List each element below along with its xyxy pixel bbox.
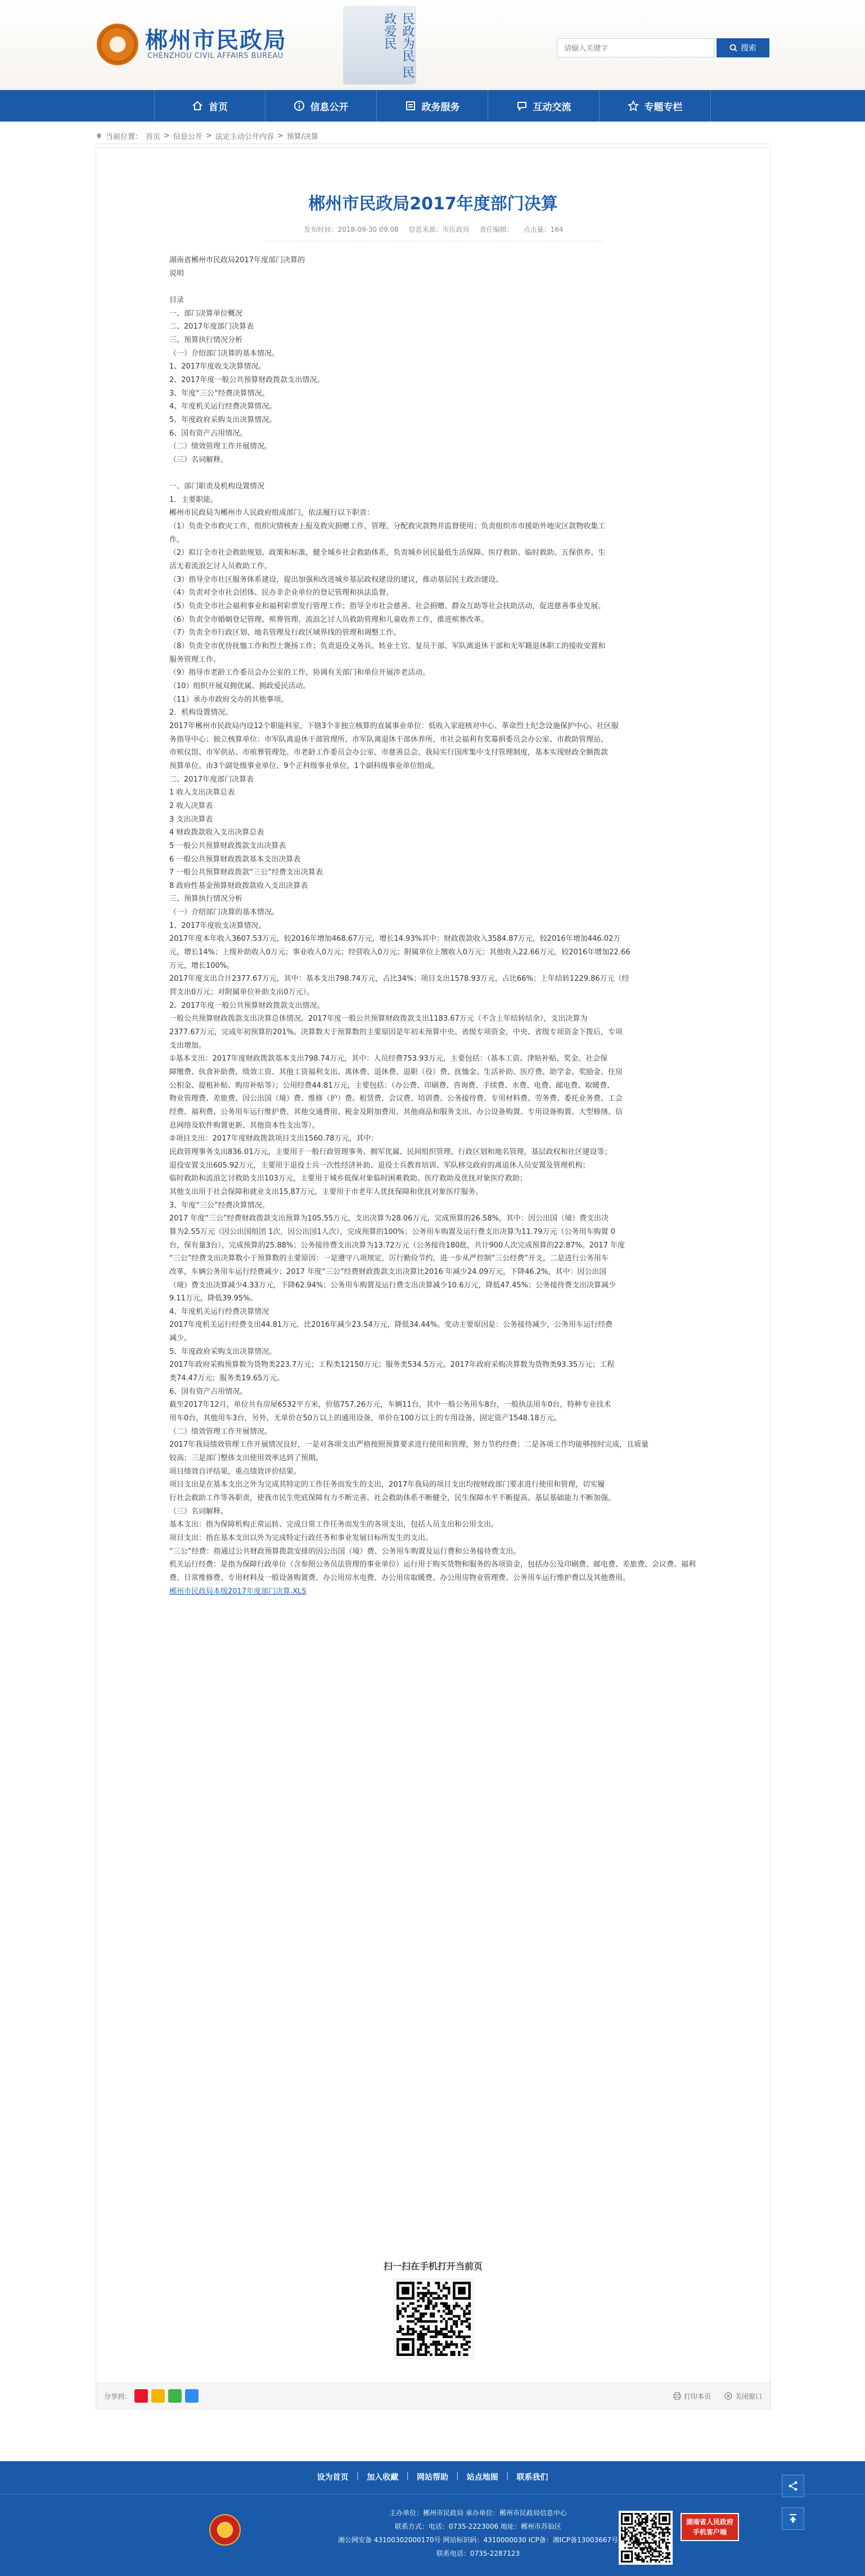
article-paragraph: 2377.67万元，完成年初预算的201%。决算数大于预算数的主要原因是年初未预算中央、省级专项资金，中央、省级专项资金下拨后，专项 <box>169 1028 623 1037</box>
site-name[interactable]: 郴州市民政局 <box>145 28 287 53</box>
article-paragraph: 市殡仪馆、市军供站、市殡葬管理处、市老龄工作委员会办公室、市慈善总会。我局实行国库集中支付管理制度，基本实现财政全额拨款 <box>169 748 609 757</box>
article-paragraph: 支出增加。 <box>169 1041 206 1050</box>
article-paragraph: 9.11万元，降低39.95%。 <box>169 1294 258 1303</box>
article-paragraph: 项目支出是在基本支出之外为完成其特定的工作任务而发生的支出，2017年我局的项目支出均按财政部门要求进行使用和管理，切实履 <box>169 1480 605 1489</box>
article-paragraph: 机关运行经费：是指为保障行政单位（含参照公务员法管理的事业单位）运行用于购买货物和服务的各项资金，包括办公及印刷费、邮电费、差旅费、会议费、福利费、日常维修费、专用材料及一般设备购置费、办公用房水电费、办公用房取暖费、办公用房物业管理费、公务用车运行维护费以及其他费用。 <box>169 1560 696 1582</box>
info-icon <box>294 100 305 111</box>
article-paragraph: 2、2017年度一般公共预算财政拨款支出情况。 <box>169 375 325 384</box>
publish-time: 发布时间：2018-09-30 09:08 <box>304 226 399 234</box>
article-paragraph: 2017年度机关运行经费支出44.81万元，比2016年减少23.54万元，降低34.44%。变动主要原因是：公务接待减少，公务用车运行经费 <box>169 1321 613 1330</box>
search-input[interactable] <box>557 38 714 57</box>
article-paragraph: 1、2017年度收支决算情况。 <box>169 362 266 371</box>
topic-icon <box>628 100 639 111</box>
article-paragraph <box>169 280 698 294</box>
print-icon <box>673 2392 681 2400</box>
article-paragraph: （1）负责全市救灾工作，组织灾情核查上报及救灾捐赠工作，管理、分配救灾款物并监督使用；负责组织市市援助外地灾区款物收集工 <box>169 522 606 531</box>
breadcrumb <box>96 128 771 144</box>
main-nav <box>0 90 865 122</box>
home-icon <box>192 100 203 111</box>
article-paragraph: 3、年度“三公”经费决算情况。 <box>169 389 269 398</box>
footer-link-separator: | <box>456 2471 459 2480</box>
share-wechat-icon[interactable] <box>168 2389 182 2403</box>
article-paragraph: 7 一般公共预算财政拨款“三公”经费支出决算表 <box>169 868 323 877</box>
breadcrumb-separator: > <box>205 132 212 140</box>
back-to-top-button[interactable] <box>782 2507 804 2530</box>
article-paragraph: （10）组织开展双拥优属、拥政爱民活动。 <box>169 681 310 690</box>
article-paragraph: 一、部门决算单位概况 <box>169 309 243 318</box>
footer-info-line: 主办单位：郴州市民政局 承办单位：郴州市民政局信息中心 <box>389 2509 567 2517</box>
nav-item-info[interactable] <box>265 90 377 122</box>
nav-item-topic[interactable] <box>600 90 711 122</box>
article-paragraph: 较高；三是部门整体支出使用效率达到了预期。 <box>169 1454 323 1463</box>
article-paragraph: （三）名词解释。 <box>169 455 228 464</box>
article-paragraph: 2017年度本年收入3607.53万元，较2016年增加468.67万元，增长14.93%其中：财政拨款收入3584.87万元，较2016年增加446.02万 <box>169 935 621 944</box>
article-container <box>96 147 771 2395</box>
article-body <box>169 254 698 1598</box>
article-paragraph: （境）费支出决算减少4.33万元，下降62.94%；公务用车购置及运行费支出决算减少10.6万元，降低47.45%；公务接待费支出决算减少 <box>169 1281 616 1290</box>
footer-links <box>0 2471 865 2483</box>
article-paragraph: 预算单位。由3个副处级事业单位、9个正科级事业单位，1个副科级事业单位组成。 <box>169 761 439 770</box>
article-paragraph: （二）绩效管理工作开展情况。 <box>169 442 272 451</box>
search-button[interactable] <box>717 38 769 57</box>
share-label: 分享到： <box>104 2392 132 2400</box>
article-paragraph: 活无着流浪乞讨人员救助工作。 <box>169 562 272 571</box>
breadcrumb-separator: > <box>277 132 283 140</box>
site-footer <box>0 2461 865 2576</box>
footer-info-line: 联系电话：0735-2287123 <box>436 2550 520 2557</box>
footer-info-line: 湘公网安备 43100302000170号 网站标识码：4310000030 ICP备：湘ICP备13003667号 <box>337 2536 619 2544</box>
article-paragraph: 4、年度机关运行经费决算情况 <box>169 1307 269 1316</box>
nav-item-label: 互动交流 <box>533 101 571 113</box>
footer-link-help[interactable]: 网站帮助 <box>417 2473 448 2482</box>
article-paragraph: 湖南省郴州市民政局2017年度部门决算的 <box>169 256 305 264</box>
party-government-icon[interactable] <box>209 2514 241 2546</box>
close-window-button[interactable] <box>724 2391 762 2401</box>
article-paragraph: 5 一般公共预算财政拨款支出决算表 <box>169 841 286 850</box>
article-paragraph: 三、预算执行情况分析 <box>169 895 243 904</box>
arrow-up-icon <box>787 2513 799 2524</box>
search-icon <box>729 44 737 52</box>
article-paragraph: 基本支出：指为保障机构正常运转、完成日常工作任务而发生的各项支出，包括人员支出和公用支出。 <box>169 1520 499 1529</box>
article-paragraph: 经费、福利费、公务用车运行维护费、其他交通费用、税金及附加费用、其他商品和服务支出、办公设备购置、专用设备购置、大型修缮、信 <box>169 1107 623 1116</box>
article-paragraph: （三）名词解释。 <box>169 1507 228 1516</box>
article-paragraph: 息网络及软件购置更新、其他资本性支出等）。 <box>169 1121 319 1130</box>
article-paragraph: （二）绩效管理工作开展情况。 <box>169 1427 272 1436</box>
article-paragraph: 项目支出：指在基本支出以外为完成特定行政任务和事业发展目标所发生的支出。 <box>169 1533 433 1542</box>
nav-item-label: 专题专栏 <box>644 101 683 113</box>
article-paragraph: 2、2017年度一般公共预算财政拨款支出情况。 <box>169 1001 325 1010</box>
service-icon <box>405 100 416 111</box>
side-tools <box>782 2475 804 2530</box>
article-paragraph: 行社会救助工作等各职责，使我市民生兜底保障有力不断完善、社会救助体系不断健全，民生保障水平不断提高、基层基础能力不断加强。 <box>169 1494 616 1502</box>
article-paragraph <box>169 466 698 480</box>
article-paragraph: 5、年度政府采购支出决算情况。 <box>169 1347 277 1356</box>
article-paragraph: 2．机构设置情况。 <box>169 708 233 717</box>
footer-info <box>332 2506 624 2560</box>
badge-line: 手机客户端 <box>692 2528 727 2536</box>
close-icon <box>724 2392 732 2400</box>
attachment-link[interactable]: 郴州市民政局本级2017年度部门决算.XLS <box>169 1587 307 1596</box>
nav-item-home[interactable] <box>154 90 265 122</box>
share-qzone-icon[interactable] <box>151 2389 165 2403</box>
share-icon <box>787 2480 799 2492</box>
breadcrumb-prefix: 当前位置： <box>106 133 143 141</box>
article-paragraph: 物业管理费、差旅费、因公出国（境）费、维修（护）费、租赁费、会议费、培训费、公务接待费、专用材料费、劳务费、委托业务费、工会 <box>169 1094 623 1103</box>
site-logo-icon[interactable] <box>97 24 138 65</box>
gov-app-badge[interactable] <box>681 2513 739 2541</box>
article-paragraph: 减少。 <box>169 1334 192 1343</box>
article-paragraph: 改革，车辆公务用车运行经费减少；2017 年度“三公”经费财政拨款支出决算比2016 年减少24.09万元，下降46.2%，其中：因公出国 <box>169 1267 607 1276</box>
article-paragraph: 项目绩效自评结果，重点绩效评价结果。 <box>169 1467 301 1476</box>
article-paragraph: 2017年我局绩效管理工作开展情况良好，一是对各项支出严格按照预算要求进行使用和管理，努力节约经费；二是各项工作均能够按时完成，且质量 <box>169 1440 649 1449</box>
footer-info-line: 联系方式：电话：0735-2223006 地址：郴州市苏仙区 <box>394 2523 562 2530</box>
footer-qr-code <box>619 2511 673 2565</box>
footer-link-favorite[interactable]: 加入收藏 <box>367 2473 399 2482</box>
article-paragraph: 1．主要职能。 <box>169 495 218 504</box>
article-paragraph: 用车0台，其他用车3台，另外，无单价在50万以上的通用设备，单价在100万以上的专用设备，固定资产1548.18万元。 <box>169 1414 561 1423</box>
article-paragraph: 作。 <box>169 535 184 544</box>
article-paragraph: 临时救助和流浪乞讨救助支出103万元，主要用于城乡低保对象临时困难救助、医疗救助及优抚对象医疗救助； <box>169 1174 527 1183</box>
article-paragraph: 郴州市民政局为郴州市人民政府组成部门，依法履行以下职责： <box>169 509 375 518</box>
article-paragraph: 截至2017年12月，单位共有房屋6532平方米，价值757.26万元，车辆11台，其中一般公务用车8台，一般执法用车0台，特种专业技术 <box>169 1401 611 1410</box>
footer-link-separator: | <box>356 2471 359 2480</box>
article-paragraph: （4）负责对全市社会团体、民办非企业单位的登记管理和执法监督。 <box>169 589 394 598</box>
site-name-en: CHENZHOU CIVIL AFFAIRS BUREAU <box>147 52 283 60</box>
footer-link-homepage[interactable]: 设为首页 <box>317 2473 349 2482</box>
article-paragraph: 民政管理事务支出836.01万元，主要用于一般行政管理事务、拥军优属、民间组织管理、行政区划和地名管理、基层政权和社区建设等； <box>169 1147 612 1156</box>
share-tencent-icon[interactable] <box>185 2389 199 2403</box>
chat-icon <box>516 100 528 111</box>
badge-line: 湖南省人民政府 <box>686 2518 733 2526</box>
article-tools <box>96 2382 771 2409</box>
click-count: 点击量：164 <box>523 226 564 234</box>
article-paragraph: 3、年度“三公”经费决算情况。 <box>169 1201 269 1210</box>
article-paragraph: 说明 <box>169 269 184 278</box>
footer-link-separator: | <box>406 2471 409 2480</box>
article-paragraph: 二、2017年度部门决算表 <box>169 322 254 331</box>
article-paragraph: 5、年度政府采购支出决算情况。 <box>169 415 277 424</box>
article-paragraph: 务指导中心；独立核算单位：市军队离退休干部管理所、市军队离退休干部休养所、市社会福利有奖募捐委员会办公室、市救助管理站、 <box>169 735 609 744</box>
article-paragraph: （6）负责全市婚姻登记管理、殡葬管理、流浪乞讨人员救助管理和儿童收养工作，推进殡葬改革。 <box>169 615 489 624</box>
article-paragraph: 4 财政拨款收入支出决算总表 <box>169 828 264 837</box>
article-paragraph: 算为2.55万元（因公出国组团 1次，因公出国1人次），完成预算的100%；公务用车购置及运行费支出决算为11.79万元（公务用车购置 0 <box>169 1227 615 1236</box>
article-paragraph: 1 收入支出决算总表 <box>169 788 235 797</box>
article-paragraph: 2017年度支出合计2377.67万元，其中：基本支出798.74万元，占比34%；项目支出1578.93万元，占比66%；上年结转1229.86万元（经 <box>169 975 629 984</box>
qr-caption: 扫一扫在手机打开当前页 <box>383 2261 483 2272</box>
article-paragraph: 三、预算执行情况分析 <box>169 335 243 344</box>
qr-code <box>394 2279 473 2358</box>
article-paragraph: 障缴费、伙食补助费、绩效工资、其他工资福利支出、离休费、退休费、退职（役）费、抚恤金、生活补助、医疗费、助学金、奖励金、住房 <box>169 1068 623 1076</box>
article-paragraph: 6、国有资产占用情况。 <box>169 429 247 438</box>
article-paragraph: 一、部门职责及机构设置情况 <box>169 482 265 491</box>
article-paragraph: （5）负责全市社会福利事业和福利彩票发行管理工作；指导全市社会慈善、社会捐赠、群众互助等社会扶助活动，促进慈善事业发展。 <box>169 602 606 611</box>
article-paragraph: 其他支出用于社会保障和就业支出15.87万元，主要用于市老年人优抚保障和优抚对象医疗服务。 <box>169 1187 483 1196</box>
share-weibo-icon[interactable] <box>134 2389 148 2403</box>
breadcrumb-item-home[interactable]: 首页 <box>146 133 161 141</box>
breadcrumb-item-current[interactable]: 预算/决算 <box>286 133 319 141</box>
article-paragraph: （2）拟订全市社会救助规划、政策和标准，健全城乡社会救助体系，负责城乡居民最低生活保障、医疗救助、临时救助、五保供养、生 <box>169 549 606 558</box>
location-icon <box>96 133 102 140</box>
article-paragraph: （一）介绍部门决算的基本情况。 <box>169 908 280 917</box>
article-paragraph: 台，保有量3台），完成预算的25.88%；公务接待费支出决算为13.72万元（公务接待180批，共计900人次完成预算的22.87%。2017 年度 <box>169 1241 625 1250</box>
article-paragraph: 2017年政府采购预算数为货物类223.7万元；工程类12150万元；服务类534.5万元。2017年政府采购决算数为货物类93.35万元；工程 <box>169 1361 615 1370</box>
footer-link-sitemap[interactable]: 站点地图 <box>466 2473 498 2482</box>
article-paragraph: 类74.47万元；服务类19.65万元。 <box>169 1374 285 1383</box>
article-paragraph: 元，增长14%；上级补助收入0万元；事业收入0万元；经营收入0万元；附属单位上缴收入0万元；其他收入22.66万元，较2016年增加22.66 <box>169 948 630 957</box>
breadcrumb-item-info[interactable]: 信息公开 <box>173 133 202 141</box>
article-paragraph: 4、年度机关运行经费决算情况。 <box>169 402 277 411</box>
source: 信息来源：市民政局 <box>408 226 470 234</box>
footer-link-contact[interactable]: 联系我们 <box>516 2473 548 2482</box>
article-paragraph: 2 收入决算表 <box>169 801 213 810</box>
article-title: 郴州市民政局2017年度部门决算 <box>308 194 558 214</box>
article-paragraph: 一般公共预算财政拨款支出决算总体情况。2017年度一般公共预算财政拨款支出1183.67万元（不含上年结转结余），支出决算为 <box>169 1015 588 1024</box>
slogan-text: 民政为民 民政爱民 <box>382 12 415 78</box>
nav-item-service[interactable] <box>377 90 488 122</box>
article-paragraph: 6、国有资产占用情况。 <box>169 1387 247 1396</box>
print-button[interactable] <box>673 2391 711 2401</box>
breadcrumb-separator: > <box>164 132 170 140</box>
site-header <box>0 0 865 90</box>
print-label: 打印本页 <box>683 2392 711 2400</box>
article-paragraph: 二、2017年度部门决算表 <box>169 775 254 784</box>
article-paragraph: “三公”经费：指通过公共财政预算拨款安排的因公出国（境）费、公务用车购置及运行费和公务接待费支出。 <box>169 1547 521 1556</box>
article-paragraph: （9）指导市老龄工作委员会办公室的工作，协调有关部门和单位开展涉老活动。 <box>169 668 430 677</box>
close-label: 关闭窗口 <box>735 2392 762 2400</box>
article-paragraph: 8 政府性基金预算财政拨款收入支出决算表 <box>169 881 308 890</box>
nav-item-label: 信息公开 <box>310 101 349 113</box>
article-paragraph: ②项目支出：2017年度财政拨款项目支出1560.78万元，其中： <box>169 1134 379 1143</box>
nav-item-label: 政务服务 <box>421 101 460 113</box>
article-meta <box>265 225 602 241</box>
nav-item-label: 首页 <box>209 101 228 113</box>
article-paragraph: ①基本支出：2017年度财政拨款基本支出798.74万元，其中：人员经费753.93万元，主要包括：（基本工资、津贴补贴、奖金、社会保 <box>169 1054 608 1063</box>
nav-item-interaction[interactable] <box>488 90 600 122</box>
article-paragraph: （8）负责全市优待抚恤工作和烈士褒扬工作；负责退役义务兵、转业士官、复员干部、军队离退休干部和无军籍退休职工的接收安置和 <box>169 642 606 650</box>
article-paragraph: 公积金、提租补贴、购房补贴等）；公用经费44.81万元，主要包括：（办公费、印刷费、咨询费、手续费、水费、电费、邮电费、取暖费、 <box>169 1081 615 1090</box>
article-paragraph: 6 一般公共预算财政拨款基本支出决算表 <box>169 855 301 864</box>
article-paragraph: 3 支出决算表 <box>169 815 213 824</box>
breadcrumb-item-category[interactable]: 法定主动公开内容 <box>215 133 274 141</box>
article-paragraph: 退役安置支出605.92万元，主要用于退役士兵一次性经济补助、退役士兵教育培训、军队移交政府的离退休人员安置及管理机构； <box>169 1161 590 1170</box>
article-paragraph: “三公”经费支出决算数小于预算数的主要原因：一是遵守八项规定，厉行勤俭节约，进一步从严控制“三公经费”开支，二是进行公务用车 <box>169 1254 609 1263</box>
footer-link-separator: | <box>506 2471 509 2480</box>
article-paragraph: （一）介绍部门决算的基本情况。 <box>169 349 280 358</box>
article-paragraph: （3）指导全市社区服务体系建设，提出加强和改进城乡基层政权建设的建议，推动基层民主政治建设。 <box>169 575 503 584</box>
editor: 责任编辑： <box>479 226 513 234</box>
article-paragraph: 2017 年度“三公”经费财政拨款支出预算为105.55万元，支出决算为28.06万元，完成预算的26.58%，其中：因公出国（境）费支出决 <box>169 1214 609 1223</box>
search-button-label: 搜索 <box>741 43 756 52</box>
share-button[interactable] <box>782 2475 804 2497</box>
article-paragraph: 服务管理工作。 <box>169 655 221 664</box>
article-paragraph: （7）负责全市行政区划、地名管理及行政区域界线的管理和调整工作。 <box>169 629 401 638</box>
article-paragraph: 2017年郴州市民政局内设12个职能科室，下辖3个非独立核算的直属事业单位：低收入家庭核对中心、革命烈士纪念设施保护中心、社区服 <box>169 721 619 730</box>
article-paragraph: 1、2017年度收支决算情况。 <box>169 921 266 930</box>
article-paragraph: （11）承办市政府交办的其他事项。 <box>169 695 289 704</box>
article-paragraph: 目录 <box>169 295 184 304</box>
article-paragraph: 万元，增长100%。 <box>169 961 235 970</box>
article-paragraph: 营支出0万元；对附属单位补助支出0万元）。 <box>169 988 314 997</box>
